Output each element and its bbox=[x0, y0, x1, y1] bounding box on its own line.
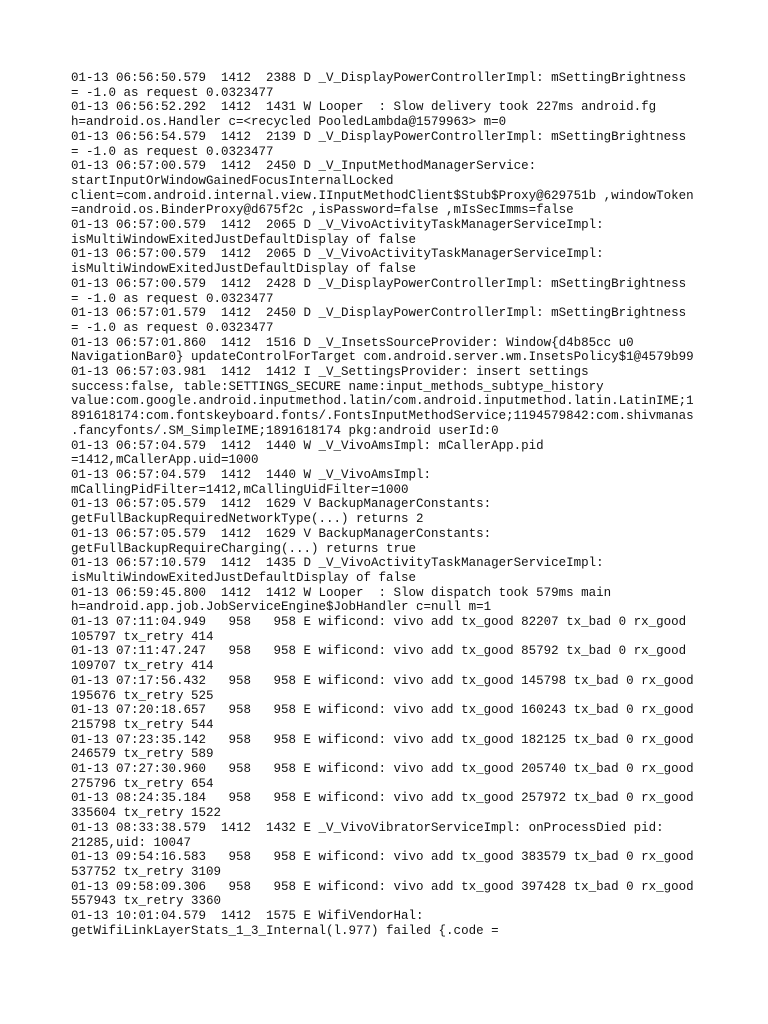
log-line: 01-13 06:56:54.579 1412 2139 D _V_DisplayPowerControllerImpl: mSettingBrightness bbox=[71, 129, 687, 144]
log-line: 01-13 06:57:01.579 1412 2450 D _V_DisplayPowerControllerImpl: mSettingBrightness bbox=[71, 306, 687, 321]
log-line: isMultiWindowExitedJustDefaultDisplay of false bbox=[71, 262, 417, 277]
log-line: value:com.google.android.inputmethod.latin/com.android.inputmethod.latin.LatinIME;1 bbox=[71, 394, 694, 409]
log-line: 537752 tx_retry 3109 bbox=[71, 864, 222, 879]
log-line: startInputOrWindowGainedFocusInternalLocked bbox=[71, 173, 394, 188]
log-line: = -1.0 as request 0.0323477 bbox=[71, 291, 274, 306]
log-line: mCallingPidFilter=1412,mCallingUidFilter=1000 bbox=[71, 482, 409, 497]
log-line: getWifiLinkLayerStats_1_3_Internal(l.977) failed {.code = bbox=[71, 923, 499, 938]
log-line: 01-13 06:57:04.579 1412 1440 W _V_VivoAmsImpl: bbox=[71, 467, 432, 482]
log-line: =android.os.BinderProxy@d675f2c ,isPassword=false ,mIsSecImms=false bbox=[71, 203, 574, 218]
log-line: isMultiWindowExitedJustDefaultDisplay of false bbox=[71, 570, 417, 585]
log-line: =1412,mCallerApp.uid=1000 bbox=[71, 453, 259, 468]
log-line: client=com.android.internal.view.IInputMethodClient$Stub$Proxy@629751b ,windowToken bbox=[71, 188, 694, 203]
log-line: 891618174:com.fontskeyboard.fonts/.FontsInputMethodService;1194579842:com.shivmanas bbox=[71, 409, 694, 424]
log-line: 01-13 10:01:04.579 1412 1575 E WifiVendorHal: bbox=[71, 909, 424, 924]
log-line: 01-13 06:59:45.800 1412 1412 W Looper : Slow dispatch took 579ms main bbox=[71, 585, 612, 600]
log-line: = -1.0 as request 0.0323477 bbox=[71, 144, 274, 159]
log-line: 01-13 06:57:00.579 1412 2428 D _V_DisplayPowerControllerImpl: mSettingBrightness bbox=[71, 276, 687, 291]
log-line: 01-13 07:11:47.247 958 958 E wificond: vivo add tx_good 85792 tx_bad 0 rx_good bbox=[71, 644, 687, 659]
log-line: 01-13 08:24:35.184 958 958 E wificond: vivo add tx_good 257972 tx_bad 0 rx_good bbox=[71, 791, 694, 806]
log-line: getFullBackupRequireCharging(...) returns true bbox=[71, 541, 417, 556]
log-line: 01-13 09:58:09.306 958 958 E wificond: vivo add tx_good 397428 tx_bad 0 rx_good bbox=[71, 879, 694, 894]
log-line: 01-13 06:57:04.579 1412 1440 W _V_VivoAmsImpl: mCallerApp.pid bbox=[71, 438, 544, 453]
log-line: 01-13 08:33:38.579 1412 1432 E _V_VivoVibratorServiceImpl: onProcessDied pid: bbox=[71, 820, 664, 835]
log-line: 01-13 07:23:35.142 958 958 E wificond: vivo add tx_good 182125 tx_bad 0 rx_good bbox=[71, 732, 694, 747]
log-body bbox=[71, 71, 711, 938]
log-line: = -1.0 as request 0.0323477 bbox=[71, 320, 274, 335]
log-line: 01-13 06:57:01.860 1412 1516 D _V_InsetsSourceProvider: Window{d4b85cc u0 bbox=[71, 335, 634, 350]
log-line: = -1.0 as request 0.0323477 bbox=[71, 85, 274, 100]
log-line: 01-13 07:11:04.949 958 958 E wificond: vivo add tx_good 82207 tx_bad 0 rx_good bbox=[71, 615, 687, 630]
log-line: h=android.os.Handler c=<recycled PooledLambda@1579963> m=0 bbox=[71, 115, 507, 130]
log-line: h=android.app.job.JobServiceEngine$JobHandler c=null m=1 bbox=[71, 600, 492, 615]
log-line: NavigationBar0} updateControlForTarget com.android.server.wm.InsetsPolicy$1@4579b99 bbox=[71, 350, 694, 365]
log-line: 275796 tx_retry 654 bbox=[71, 776, 214, 791]
log-line: 01-13 07:17:56.432 958 958 E wificond: vivo add tx_good 145798 tx_bad 0 rx_good bbox=[71, 673, 694, 688]
log-line: 557943 tx_retry 3360 bbox=[71, 894, 222, 909]
log-line: 109707 tx_retry 414 bbox=[71, 659, 214, 674]
log-line: success:false, table:SETTINGS_SECURE name:input_methods_subtype_history bbox=[71, 379, 604, 394]
log-line: 01-13 06:57:00.579 1412 2450 D _V_InputMethodManagerService: bbox=[71, 159, 537, 174]
log-line: 01-13 09:54:16.583 958 958 E wificond: vivo add tx_good 383579 tx_bad 0 rx_good bbox=[71, 850, 694, 865]
log-line: 01-13 06:57:00.579 1412 2065 D _V_VivoActivityTaskManagerServiceImpl: bbox=[71, 247, 604, 262]
log-line: 01-13 06:57:00.579 1412 2065 D _V_VivoActivityTaskManagerServiceImpl: bbox=[71, 218, 604, 233]
log-line: 01-13 06:57:03.981 1412 1412 I _V_SettingsProvider: insert settings bbox=[71, 365, 589, 380]
log-line: 01-13 07:20:18.657 958 958 E wificond: vivo add tx_good 160243 tx_bad 0 rx_good bbox=[71, 703, 694, 718]
log-line: 21285,uid: 10047 bbox=[71, 835, 192, 850]
log-line: 215798 tx_retry 544 bbox=[71, 717, 214, 732]
log-line: isMultiWindowExitedJustDefaultDisplay of false bbox=[71, 232, 417, 247]
log-line: 01-13 06:56:50.579 1412 2388 D _V_DisplayPowerControllerImpl: mSettingBrightness bbox=[71, 71, 687, 85]
log-document bbox=[71, 71, 711, 938]
log-line: 105797 tx_retry 414 bbox=[71, 629, 214, 644]
log-line: 01-13 06:57:10.579 1412 1435 D _V_VivoActivityTaskManagerServiceImpl: bbox=[71, 556, 604, 571]
log-line: .fancyfonts/.SM_SimpleIME;1891618174 pkg:android userId:0 bbox=[71, 423, 499, 438]
log-line: getFullBackupRequiredNetworkType(...) returns 2 bbox=[71, 512, 424, 527]
log-line: 01-13 06:57:05.579 1412 1629 V BackupManagerConstants: bbox=[71, 526, 492, 541]
log-line: 246579 tx_retry 589 bbox=[71, 747, 214, 762]
log-line: 01-13 07:27:30.960 958 958 E wificond: vivo add tx_good 205740 tx_bad 0 rx_good bbox=[71, 762, 694, 777]
log-line: 01-13 06:56:52.292 1412 1431 W Looper : Slow delivery took 227ms android.fg bbox=[71, 100, 657, 115]
log-line: 335604 tx_retry 1522 bbox=[71, 806, 222, 821]
log-line: 01-13 06:57:05.579 1412 1629 V BackupManagerConstants: bbox=[71, 497, 492, 512]
log-line: 195676 tx_retry 525 bbox=[71, 688, 214, 703]
